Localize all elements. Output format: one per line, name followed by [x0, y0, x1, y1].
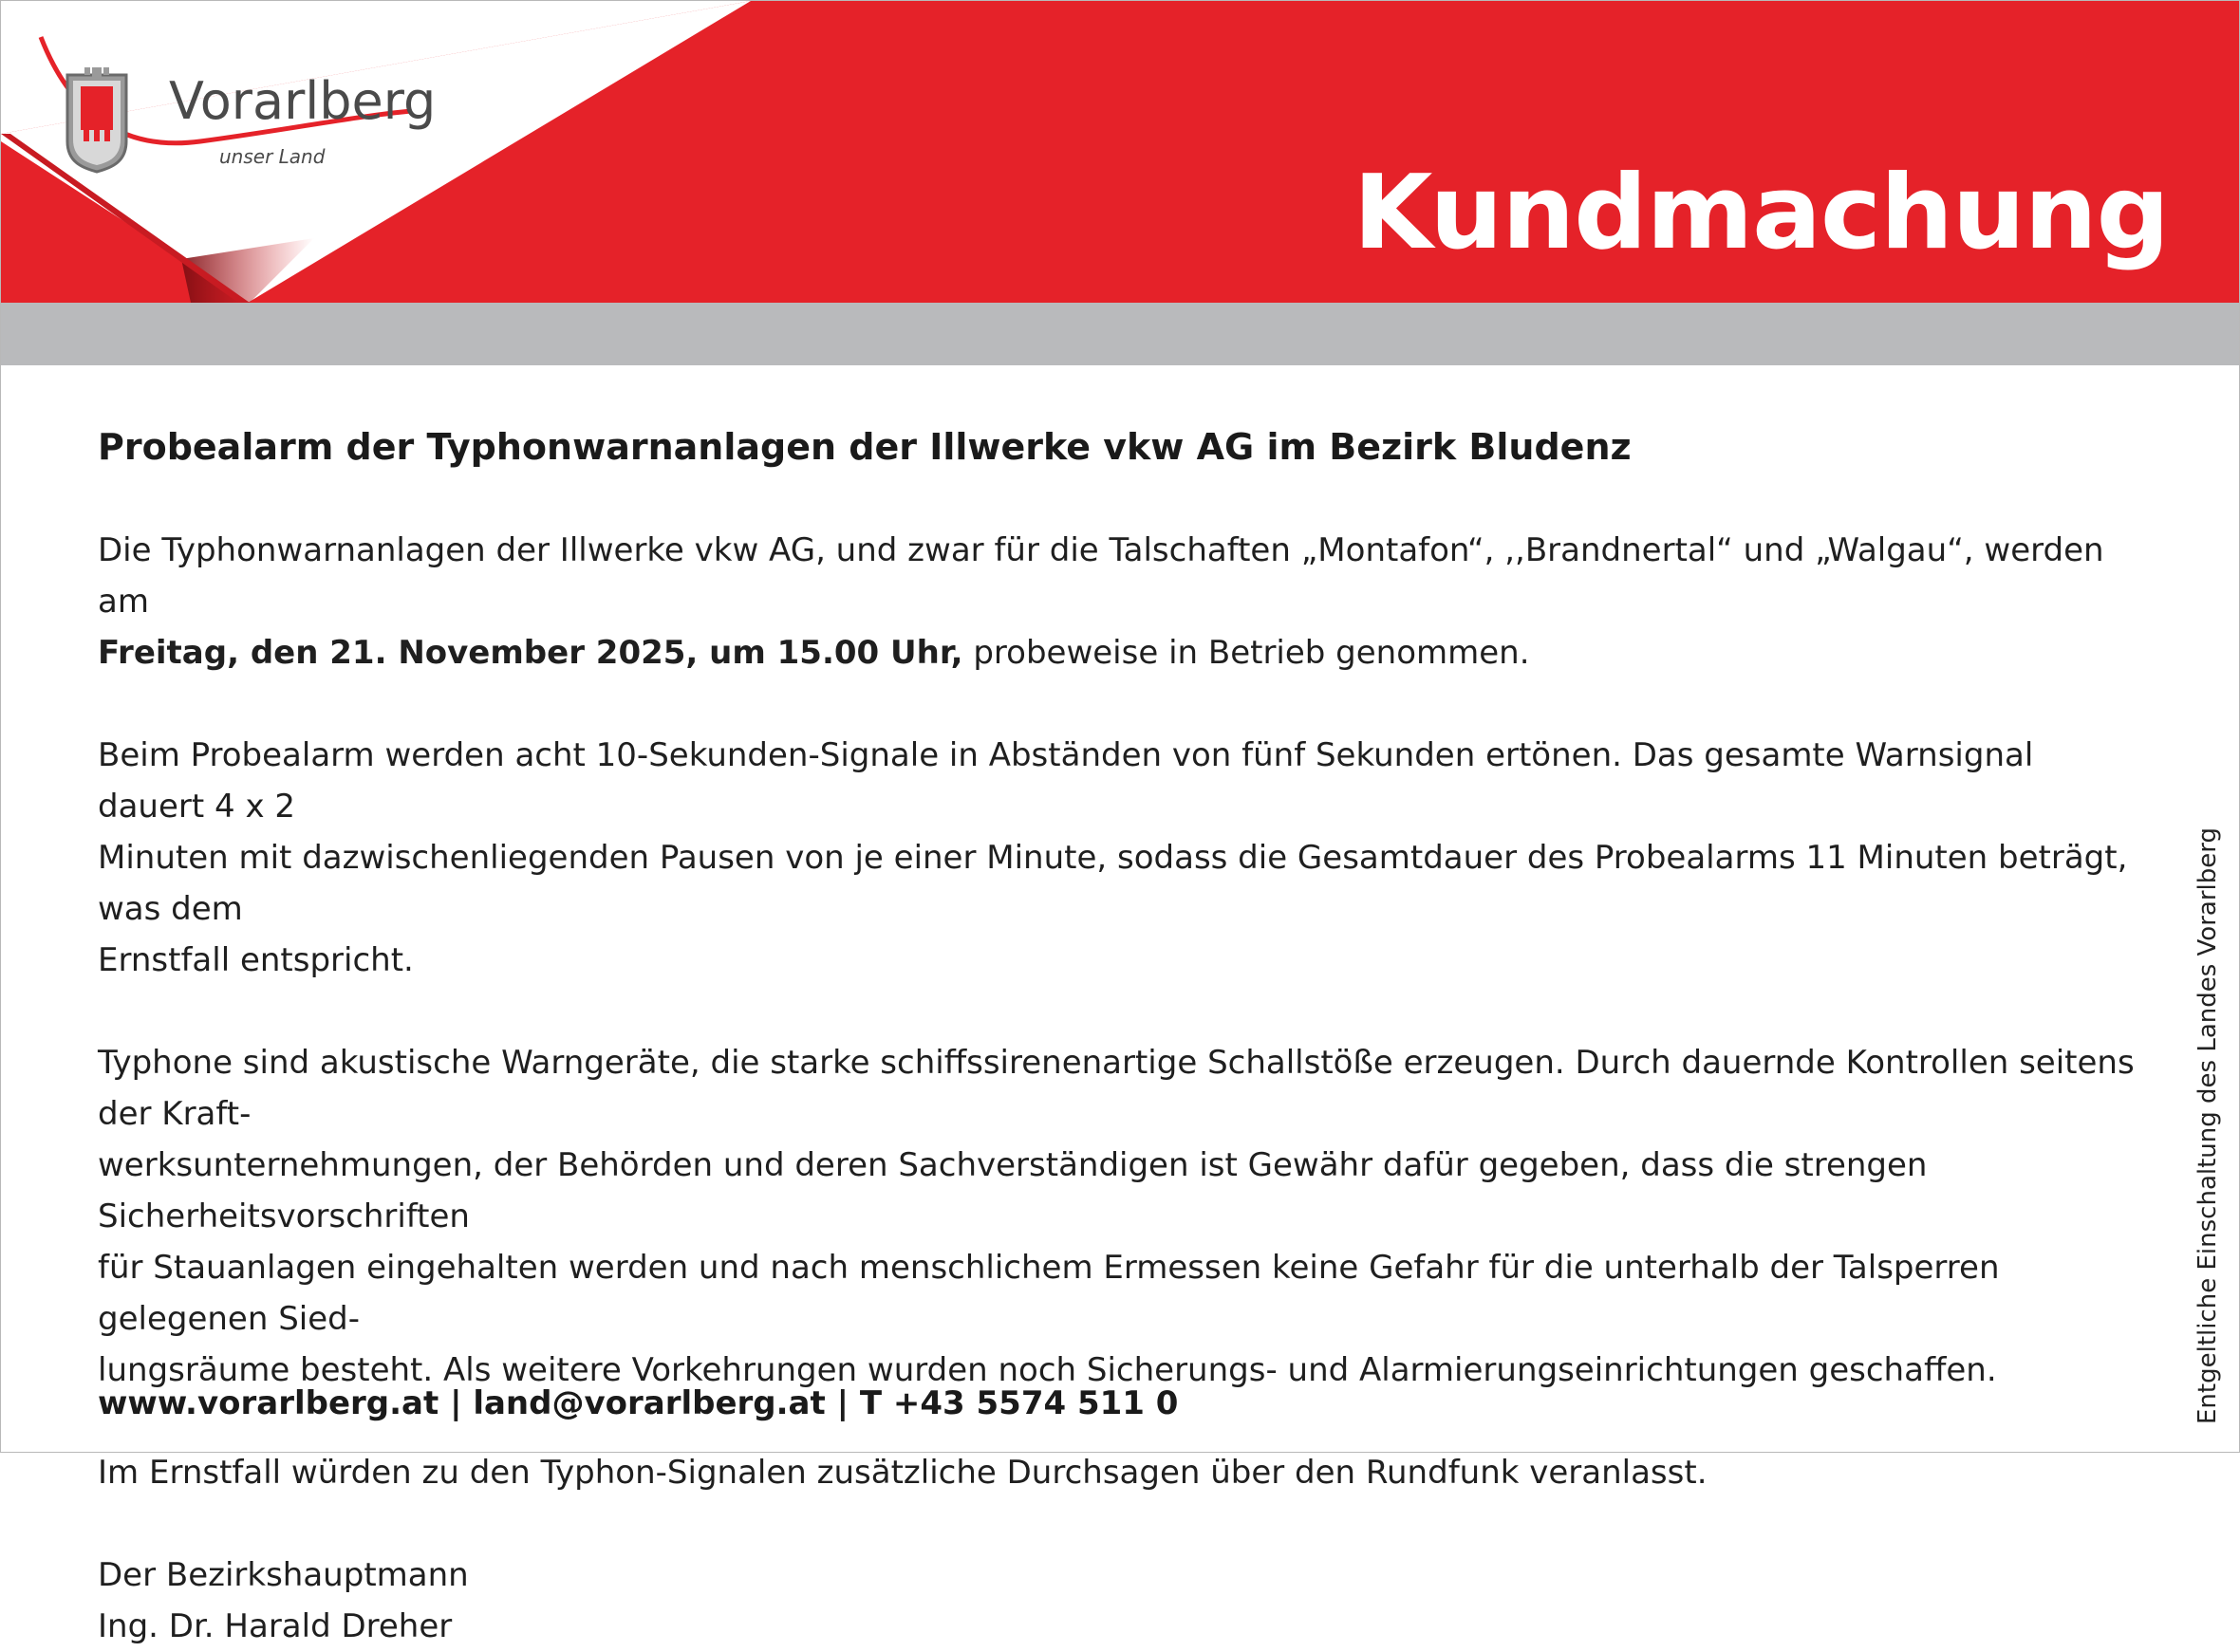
- paid-notice-label: Entgeltliche Einschaltung des Landes Vorarlberg: [2193, 827, 2222, 1424]
- page-title: Kundmachung: [1353, 154, 2169, 272]
- logo-wordmark: Vorarlberg: [169, 71, 437, 131]
- vorarlberg-logo: [39, 29, 437, 168]
- notice-body: [98, 418, 2138, 1652]
- date-time-emphasis: Freitag, den 21. November 2025, um 15.00 Uhr,: [98, 634, 963, 672]
- paragraph-line: für Stauanlagen eingehalten werden und nach menschlichem Ermessen keine Gefahr für die unterhalb der Talsperren gelegenen Sied-: [98, 1249, 2000, 1338]
- signature-role: Der Bezirkshauptmann: [98, 1556, 469, 1594]
- paragraph-line: Typhone sind akustische Warngeräte, die starke schiffssirenenartige Schallstöße erzeugen. Durch dauernde Kontrollen seitens der Kraft-: [98, 1044, 2135, 1133]
- paragraph-line: lungsräume besteht. Als weitere Vorkehrungen wurden noch Sicherungs- und Alarmierungseinrichtungen geschaffen.: [98, 1351, 1997, 1389]
- paragraph-emergency: [98, 1447, 2138, 1498]
- signature-name: Ing. Dr. Harald Dreher: [98, 1607, 453, 1645]
- signature-block: [98, 1550, 2138, 1652]
- paragraph-line: Im Ernstfall würden zu den Typhon-Signalen zusätzliche Durchsagen über den Rundfunk veranlasst.: [98, 1454, 1708, 1492]
- paragraph-line: Ernstfall entspricht.: [98, 941, 414, 979]
- paragraph-line: probeweise in Betrieb genommen.: [962, 634, 1530, 672]
- paragraph-line: Minuten mit dazwischenliegenden Pausen von je einer Minute, sodass die Gesamtdauer des Probealarms 11 Minuten beträgt, was dem: [98, 839, 2128, 928]
- paragraph-line: Beim Probealarm werden acht 10-Sekunden-Signale in Abständen von fünf Sekunden ertönen. Das gesamte Warnsignal dauert 4 x 2: [98, 736, 2034, 826]
- paragraph-signal-details: [98, 730, 2138, 986]
- contact-line: www.vorarlberg.at | land@vorarlberg.at | T +43 5574 511 0: [98, 1384, 1179, 1422]
- paragraph-safety: [98, 1037, 2138, 1396]
- paragraph-line: werksunternehmungen, der Behörden und deren Sachverständigen ist Gewähr dafür gegeben, dass die strengen Sicherheitsvorschriften: [98, 1146, 1928, 1235]
- paragraph-announcement: [98, 525, 2138, 678]
- logo-tagline: unser Land: [219, 145, 326, 168]
- paragraph-line: Die Typhonwarnanlagen der Illwerke vkw AG, und zwar für die Talschaften „Montafon“, ,,Brandnertal“ und „Walgau“, werden am: [98, 531, 2104, 621]
- grey-band: [1, 303, 2239, 365]
- notice-headline: Probealarm der Typhonwarnanlagen der Illwerke vkw AG im Bezirk Bludenz: [98, 426, 1632, 468]
